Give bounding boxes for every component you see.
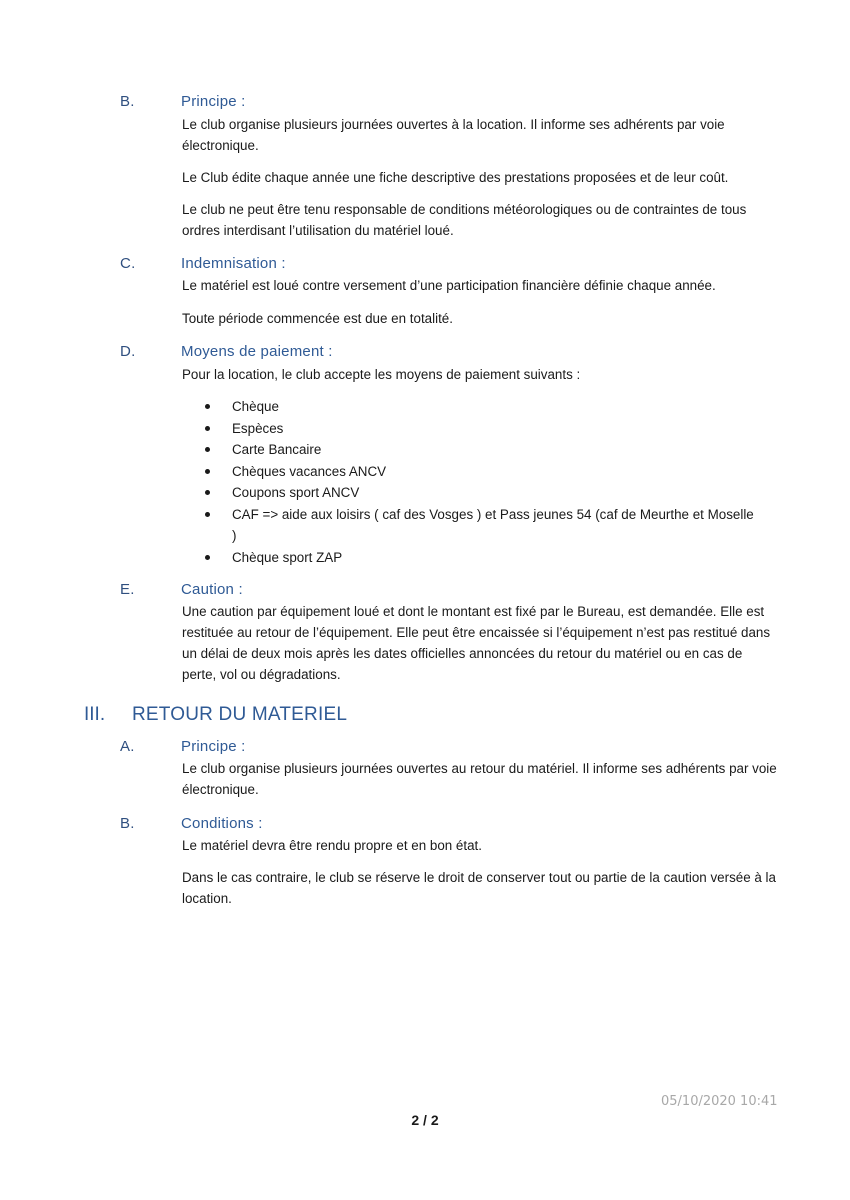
bullet-icon [205,469,210,474]
bullet-icon [205,404,210,409]
list-item: Chèque sport ZAP [200,547,760,569]
subsection-title: Principe : [181,93,246,110]
paragraph: Le matériel est loué contre versement d’une participation financière définie chaque année. [182,278,716,293]
list-item: Espèces [200,418,760,440]
subsection-title: Principe : [181,738,246,755]
print-timestamp: 05/10/2020 10:41 [661,1094,778,1109]
page-number: 2 / 2 [411,1112,439,1128]
paragraph: Le Club édite chaque année une fiche descriptive des prestations proposées et de leur coût. [182,170,729,185]
subsection-title: Caution : [181,581,243,598]
subsection-letter: A. [120,738,135,755]
list-item: Chèque [200,396,760,418]
subsection-title: Indemnisation : [181,255,286,272]
subsection-letter: D. [120,343,136,360]
section-numeral: III. [84,704,106,725]
subsection-letter: B. [120,93,135,110]
bullet-icon [205,490,210,495]
paragraph: Toute période commencée est due en totalité. [182,311,453,326]
list-item: CAF => aide aux loisirs ( caf des Vosges ) et Pass jeunes 54 (caf de Meurthe et Moselle ) [200,504,760,547]
bullet-icon [205,555,210,560]
paragraph: Dans le cas contraire, le club se réserve le droit de conserver tout ou partie de la caution versée à la location. [182,870,776,906]
paragraph: Pour la location, le club accepte les moyens de paiement suivants : [182,367,581,382]
subsection-letter: B. [120,815,135,832]
list-item: Carte Bancaire [200,439,760,461]
list-item: Chèques vacances ANCV [200,461,760,483]
bullet-icon [205,426,210,431]
subsection-title: Conditions : [181,815,263,832]
paragraph: Le club organise plusieurs journées ouvertes à la location. Il informe ses adhérents par voie électronique. [182,117,725,153]
section-title: RETOUR DU MATERIEL [132,704,348,725]
list-item: Coupons sport ANCV [200,482,760,504]
subsection-letter: E. [120,581,135,598]
paragraph: Le club organise plusieurs journées ouvertes au retour du matériel. Il informe ses adhérents par voie électronique. [182,761,777,797]
subsection-title: Moyens de paiement : [181,343,333,360]
bullet-icon [205,447,210,452]
paragraph: Le matériel devra être rendu propre et en bon état. [182,838,482,853]
paragraph: Une caution par équipement loué et dont le montant est fixé par le Bureau, est demandée. Elle est restituée au retour de l’équipement. Elle peut être encaissée si l’équipement n’est pas restitué dans un délai de deux mois après les dates officielles annoncées du retour du matériel ou en cas de perte, vol ou dégradations. [182,604,771,682]
paragraph: Le club ne peut être tenu responsable de conditions météorologiques ou de contraintes de tous ordres interdisant l’utilisation du matériel loué. [182,202,747,238]
bullet-icon [205,512,210,517]
payment-methods-list [200,396,760,568]
subsection-letter: C. [120,255,136,272]
